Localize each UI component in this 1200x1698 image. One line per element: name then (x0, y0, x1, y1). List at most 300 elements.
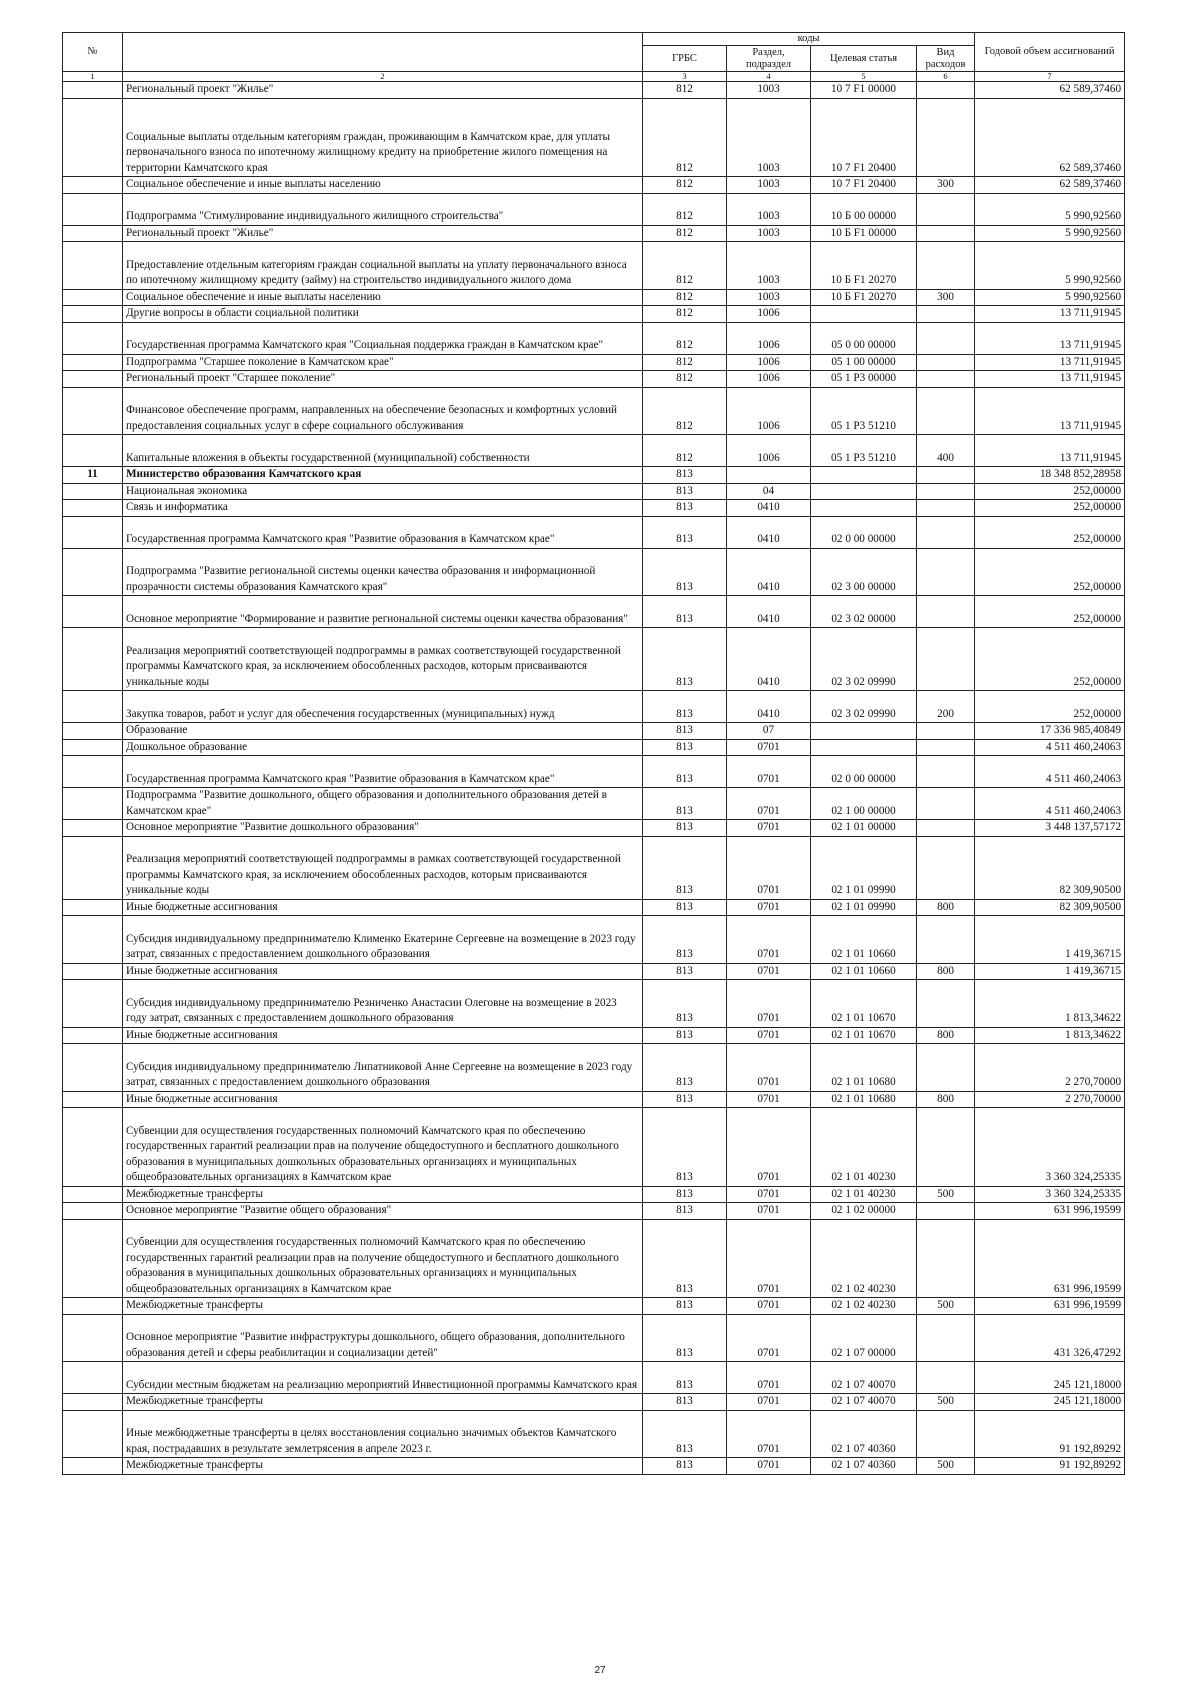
row-grbs: 812 (643, 322, 727, 354)
row-expense-type (917, 98, 975, 177)
row-name: Подпрограмма "Развитие дошкольного, общего образования и дополнительного образования детей в Камчатском крае" (123, 788, 643, 820)
row-section: 0701 (727, 1298, 811, 1315)
table-row (63, 387, 1125, 435)
row-amount: 4 511 460,24063 (975, 756, 1125, 788)
row-target-article: 02 1 02 40230 (811, 1298, 917, 1315)
column-number: 2 (123, 72, 643, 82)
row-expense-type (917, 820, 975, 837)
row-grbs: 813 (643, 1203, 727, 1220)
row-name: Региональный проект "Жилье" (123, 82, 643, 99)
row-target-article: 02 3 00 00000 (811, 548, 917, 596)
row-amount: 252,00000 (975, 628, 1125, 691)
row-expense-type: 500 (917, 1394, 975, 1411)
row-expense-type (917, 628, 975, 691)
row-number (63, 899, 123, 916)
table-row (63, 1027, 1125, 1044)
row-number (63, 1044, 123, 1092)
row-target-article: 02 0 00 00000 (811, 756, 917, 788)
row-section: 0701 (727, 1394, 811, 1411)
row-section: 1003 (727, 225, 811, 242)
row-expense-type: 200 (917, 691, 975, 723)
row-expense-type: 500 (917, 1458, 975, 1475)
row-grbs: 813 (643, 548, 727, 596)
row-name: Социальное обеспечение и иные выплаты населению (123, 177, 643, 194)
row-number (63, 1314, 123, 1362)
row-name: Межбюджетные трансферты (123, 1458, 643, 1475)
table-row (63, 899, 1125, 916)
row-amount: 1 419,36715 (975, 963, 1125, 980)
row-amount: 252,00000 (975, 596, 1125, 628)
row-number (63, 177, 123, 194)
row-expense-type (917, 836, 975, 899)
row-grbs: 813 (643, 483, 727, 500)
row-section: 1003 (727, 177, 811, 194)
row-section: 0701 (727, 916, 811, 964)
row-expense-type: 800 (917, 1091, 975, 1108)
column-number-row (63, 72, 1125, 82)
row-expense-type (917, 739, 975, 756)
row-section: 04 (727, 483, 811, 500)
table-row (63, 467, 1125, 484)
row-expense-type (917, 548, 975, 596)
row-grbs: 813 (643, 1044, 727, 1092)
row-name: Социальные выплаты отдельным категориям граждан, проживающим в Камчатском крае, для уплаты первоначального взноса по ипотечному жилищному кредиту на приобретение жилого помещения на территории Камчатского края (123, 98, 643, 177)
table-row (63, 225, 1125, 242)
row-target-article: 02 1 07 40070 (811, 1394, 917, 1411)
row-section: 0701 (727, 1219, 811, 1298)
row-grbs: 813 (643, 1219, 727, 1298)
row-amount: 3 448 137,57172 (975, 820, 1125, 837)
row-grbs: 813 (643, 788, 727, 820)
row-target-article: 05 1 P3 51210 (811, 387, 917, 435)
row-name: Субсидия индивидуальному предпринимателю Резниченко Анастасии Олеговне на возмещение в 2023 году затрат, связанных с предоставлением дошкольного образования (123, 980, 643, 1028)
table-row (63, 916, 1125, 964)
row-number (63, 788, 123, 820)
row-number (63, 1219, 123, 1298)
row-amount: 5 990,92560 (975, 289, 1125, 306)
row-number (63, 1091, 123, 1108)
row-expense-type: 300 (917, 289, 975, 306)
row-grbs: 813 (643, 628, 727, 691)
row-amount: 4 511 460,24063 (975, 788, 1125, 820)
row-name: Субвенции для осуществления государственных полномочий Камчатского края по обеспечению государственных гарантий реализации прав на получение общедоступного и бесплатного дошкольного образования в муниципальных дошкольных образовательных организациях и муниципальных общеобразовательных организациях в Камчатском крае (123, 1108, 643, 1187)
row-section: 0410 (727, 596, 811, 628)
row-grbs: 812 (643, 289, 727, 306)
row-name: Иные бюджетные ассигнования (123, 1091, 643, 1108)
row-amount: 252,00000 (975, 483, 1125, 500)
row-amount: 2 270,70000 (975, 1044, 1125, 1092)
row-grbs: 813 (643, 1362, 727, 1394)
table-row (63, 628, 1125, 691)
row-target-article: 02 1 01 10660 (811, 916, 917, 964)
header-name (123, 33, 643, 72)
row-grbs: 813 (643, 596, 727, 628)
row-section: 07 (727, 723, 811, 740)
row-amount: 631 996,19599 (975, 1203, 1125, 1220)
row-number (63, 548, 123, 596)
row-number: 11 (63, 467, 123, 484)
row-expense-type (917, 371, 975, 388)
header-annual-volume: Годовой объем ассигнований (975, 33, 1125, 72)
row-grbs: 812 (643, 371, 727, 388)
row-name: Социальное обеспечение и иные выплаты населению (123, 289, 643, 306)
row-grbs: 813 (643, 1410, 727, 1458)
budget-sheet (62, 32, 1124, 1475)
row-amount: 252,00000 (975, 548, 1125, 596)
row-section: 0410 (727, 516, 811, 548)
row-section: 0701 (727, 1044, 811, 1092)
row-expense-type: 800 (917, 1027, 975, 1044)
row-amount: 82 309,90500 (975, 899, 1125, 916)
row-target-article: 02 1 01 10660 (811, 963, 917, 980)
table-row (63, 1203, 1125, 1220)
table-row (63, 289, 1125, 306)
row-target-article: 10 Б F1 20270 (811, 242, 917, 290)
row-number (63, 354, 123, 371)
row-expense-type (917, 1410, 975, 1458)
row-name: Межбюджетные трансферты (123, 1394, 643, 1411)
header-num: № (63, 33, 123, 72)
row-expense-type: 500 (917, 1298, 975, 1315)
row-target-article: 05 0 00 00000 (811, 322, 917, 354)
row-section: 0701 (727, 899, 811, 916)
row-section: 0410 (727, 500, 811, 517)
row-name: Иные бюджетные ассигнования (123, 1027, 643, 1044)
row-section: 0701 (727, 1314, 811, 1362)
row-target-article (811, 723, 917, 740)
header-expense-type: Вид расходов (917, 46, 975, 72)
row-section: 0701 (727, 980, 811, 1028)
table-row (63, 98, 1125, 177)
row-target-article: 02 1 01 40230 (811, 1186, 917, 1203)
row-grbs: 813 (643, 916, 727, 964)
row-target-article: 05 1 P3 51210 (811, 435, 917, 467)
row-amount: 5 990,92560 (975, 193, 1125, 225)
row-name: Государственная программа Камчатского края "Развитие образования в Камчатском крае" (123, 516, 643, 548)
row-section: 1006 (727, 322, 811, 354)
row-grbs: 813 (643, 1314, 727, 1362)
row-section: 0410 (727, 548, 811, 596)
row-name: Другие вопросы в области социальной политики (123, 306, 643, 323)
row-section: 0701 (727, 1108, 811, 1187)
row-expense-type (917, 723, 975, 740)
table-row (63, 836, 1125, 899)
row-name: Иные межбюджетные трансферты в целях восстановления социально значимых объектов Камчатского края, пострадавших в результате землетрясения в апреле 2023 г. (123, 1410, 643, 1458)
table-row (63, 1394, 1125, 1411)
table-row (63, 1298, 1125, 1315)
row-grbs: 812 (643, 177, 727, 194)
row-target-article: 02 1 07 00000 (811, 1314, 917, 1362)
row-target-article: 02 3 02 00000 (811, 596, 917, 628)
row-expense-type (917, 1362, 975, 1394)
row-target-article: 02 1 02 40230 (811, 1219, 917, 1298)
table-row (63, 596, 1125, 628)
row-amount: 3 360 324,25335 (975, 1186, 1125, 1203)
row-number (63, 739, 123, 756)
row-expense-type (917, 500, 975, 517)
row-amount: 91 192,89292 (975, 1458, 1125, 1475)
row-number (63, 322, 123, 354)
row-section: 0701 (727, 788, 811, 820)
row-grbs: 812 (643, 242, 727, 290)
row-amount: 252,00000 (975, 691, 1125, 723)
row-section: 0410 (727, 628, 811, 691)
table-row (63, 820, 1125, 837)
row-target-article (811, 306, 917, 323)
row-target-article: 02 3 02 09990 (811, 691, 917, 723)
row-expense-type (917, 1203, 975, 1220)
row-name: Основное мероприятие "Развитие дошкольного образования" (123, 820, 643, 837)
row-target-article: 02 1 01 00000 (811, 820, 917, 837)
row-section: 0701 (727, 1091, 811, 1108)
table-row (63, 82, 1125, 99)
row-expense-type (917, 82, 975, 99)
row-amount: 1 813,34622 (975, 980, 1125, 1028)
row-expense-type (917, 306, 975, 323)
row-grbs: 813 (643, 1458, 727, 1475)
row-grbs: 813 (643, 739, 727, 756)
header-target-article: Целевая статья (811, 46, 917, 72)
row-target-article: 02 1 00 00000 (811, 788, 917, 820)
row-target-article: 02 1 01 10680 (811, 1091, 917, 1108)
row-name: Национальная экономика (123, 483, 643, 500)
row-grbs: 813 (643, 963, 727, 980)
table-row (63, 435, 1125, 467)
row-expense-type: 400 (917, 435, 975, 467)
row-grbs: 813 (643, 1394, 727, 1411)
row-grbs: 813 (643, 756, 727, 788)
table-row (63, 1219, 1125, 1298)
row-name: Основное мероприятие "Развитие общего образования" (123, 1203, 643, 1220)
row-section: 1006 (727, 306, 811, 323)
table-row (63, 354, 1125, 371)
row-target-article: 10 Б F1 20270 (811, 289, 917, 306)
row-target-article: 10 7 F1 20400 (811, 177, 917, 194)
row-grbs: 812 (643, 82, 727, 99)
row-name: Государственная программа Камчатского края "Социальная поддержка граждан в Камчатском крае" (123, 322, 643, 354)
row-section: 1006 (727, 354, 811, 371)
row-section: 1003 (727, 98, 811, 177)
row-target-article: 02 1 02 00000 (811, 1203, 917, 1220)
row-name: Реализация мероприятий соответствующей подпрограммы в рамках соответствующей государственной программы Камчатского края, за исключением обособленных расходов, которым присваиваются уникальные коды (123, 836, 643, 899)
row-grbs: 812 (643, 98, 727, 177)
row-number (63, 483, 123, 500)
row-target-article: 02 1 07 40360 (811, 1410, 917, 1458)
row-section: 0701 (727, 963, 811, 980)
row-number (63, 1362, 123, 1394)
row-expense-type (917, 483, 975, 500)
row-section: 0701 (727, 820, 811, 837)
row-amount: 245 121,18000 (975, 1362, 1125, 1394)
row-number (63, 1394, 123, 1411)
row-number (63, 500, 123, 517)
row-target-article: 02 1 01 10680 (811, 1044, 917, 1092)
row-section: 0701 (727, 1186, 811, 1203)
row-amount: 3 360 324,25335 (975, 1108, 1125, 1187)
row-amount: 13 711,91945 (975, 387, 1125, 435)
row-name: Предоставление отдельным категориям граждан социальной выплаты на уплату первоначального взноса по ипотечному жилищному кредиту (займу) на строительство индивидуального жилого дома (123, 242, 643, 290)
row-target-article: 05 1 00 00000 (811, 354, 917, 371)
row-amount: 1 813,34622 (975, 1027, 1125, 1044)
table-header (63, 33, 1125, 82)
row-target-article: 02 0 00 00000 (811, 516, 917, 548)
table-row (63, 1091, 1125, 1108)
table-row (63, 739, 1125, 756)
page-number: 27 (594, 1665, 606, 1676)
table-row (63, 322, 1125, 354)
row-name: Субсидии местным бюджетам на реализацию мероприятий Инвестиционной программы Камчатского края (123, 1362, 643, 1394)
row-number (63, 306, 123, 323)
row-target-article: 02 1 01 40230 (811, 1108, 917, 1187)
row-expense-type (917, 1314, 975, 1362)
row-name: Региональный проект "Старшее поколение" (123, 371, 643, 388)
row-grbs: 813 (643, 980, 727, 1028)
table-row (63, 788, 1125, 820)
row-number (63, 242, 123, 290)
column-number: 5 (811, 72, 917, 82)
row-expense-type (917, 322, 975, 354)
row-name: Региональный проект "Жилье" (123, 225, 643, 242)
row-grbs: 813 (643, 899, 727, 916)
row-grbs: 812 (643, 435, 727, 467)
row-target-article: 10 7 F1 00000 (811, 82, 917, 99)
row-section: 1003 (727, 82, 811, 99)
row-number (63, 435, 123, 467)
row-name: Образование (123, 723, 643, 740)
row-grbs: 812 (643, 387, 727, 435)
row-amount: 91 192,89292 (975, 1410, 1125, 1458)
row-name: Капитальные вложения в объекты государственной (муниципальной) собственности (123, 435, 643, 467)
row-number (63, 289, 123, 306)
column-number: 6 (917, 72, 975, 82)
table-row (63, 691, 1125, 723)
row-amount: 13 711,91945 (975, 371, 1125, 388)
row-expense-type (917, 1219, 975, 1298)
row-number (63, 1027, 123, 1044)
row-number (63, 193, 123, 225)
row-name: Межбюджетные трансферты (123, 1298, 643, 1315)
row-number (63, 516, 123, 548)
column-number: 1 (63, 72, 123, 82)
row-target-article (811, 500, 917, 517)
table-row (63, 177, 1125, 194)
row-target-article: 02 1 01 10670 (811, 980, 917, 1028)
header-grbs: ГРБС (643, 46, 727, 72)
row-section: 0701 (727, 739, 811, 756)
row-target-article (811, 483, 917, 500)
table-row (63, 306, 1125, 323)
row-name: Закупка товаров, работ и услуг для обеспечения государственных (муниципальных) нужд (123, 691, 643, 723)
table-row (63, 242, 1125, 290)
row-amount: 245 121,18000 (975, 1394, 1125, 1411)
row-name: Субсидия индивидуальному предпринимателю Липатниковой Анне Сергеевне на возмещение в 2023 году затрат, связанных с предоставлением дошкольного образования (123, 1044, 643, 1092)
row-grbs: 812 (643, 354, 727, 371)
row-expense-type (917, 1108, 975, 1187)
header-section: Раздел, подраздел (727, 46, 811, 72)
row-section: 0701 (727, 1203, 811, 1220)
row-amount: 1 419,36715 (975, 916, 1125, 964)
table-row (63, 1410, 1125, 1458)
row-amount: 631 996,19599 (975, 1298, 1125, 1315)
row-number (63, 1298, 123, 1315)
row-target-article: 02 3 02 09990 (811, 628, 917, 691)
row-number (63, 916, 123, 964)
row-number (63, 628, 123, 691)
row-grbs: 812 (643, 225, 727, 242)
row-name: Дошкольное образование (123, 739, 643, 756)
row-number (63, 1410, 123, 1458)
row-name: Межбюджетные трансферты (123, 1186, 643, 1203)
row-amount: 5 990,92560 (975, 225, 1125, 242)
row-target-article: 05 1 P3 00000 (811, 371, 917, 388)
row-number (63, 596, 123, 628)
row-expense-type (917, 788, 975, 820)
row-number (63, 691, 123, 723)
row-grbs: 813 (643, 691, 727, 723)
row-name: Государственная программа Камчатского края "Развитие образования в Камчатском крае" (123, 756, 643, 788)
row-target-article: 10 7 F1 20400 (811, 98, 917, 177)
column-number: 3 (643, 72, 727, 82)
row-section: 0701 (727, 1410, 811, 1458)
row-expense-type (917, 980, 975, 1028)
row-section: 1006 (727, 371, 811, 388)
row-name: Финансовое обеспечение программ, направленных на обеспечение безопасных и комфортных условий предоставления социальных услуг в сфере социального обслуживания (123, 387, 643, 435)
row-expense-type (917, 756, 975, 788)
row-expense-type: 800 (917, 899, 975, 916)
row-number (63, 820, 123, 837)
row-section: 0701 (727, 1458, 811, 1475)
row-expense-type (917, 916, 975, 964)
row-name: Министерство образования Камчатского края (123, 467, 643, 484)
row-section: 1003 (727, 193, 811, 225)
column-number: 7 (975, 72, 1125, 82)
row-name: Реализация мероприятий соответствующей подпрограммы в рамках соответствующей государственной программы Камчатского края, за исключением обособленных расходов, которым присваиваются уникальные коды (123, 628, 643, 691)
row-amount: 2 270,70000 (975, 1091, 1125, 1108)
table-row (63, 500, 1125, 517)
row-target-article: 02 1 01 10670 (811, 1027, 917, 1044)
row-grbs: 813 (643, 820, 727, 837)
row-expense-type (917, 225, 975, 242)
table-row (63, 1314, 1125, 1362)
row-amount: 631 996,19599 (975, 1219, 1125, 1298)
row-name: Иные бюджетные ассигнования (123, 899, 643, 916)
row-amount: 13 711,91945 (975, 435, 1125, 467)
row-grbs: 812 (643, 193, 727, 225)
row-name: Основное мероприятие "Формирование и развитие региональной системы оценки качества образования" (123, 596, 643, 628)
row-section: 1003 (727, 242, 811, 290)
row-amount: 62 589,37460 (975, 82, 1125, 99)
row-number (63, 371, 123, 388)
table-row (63, 1044, 1125, 1092)
row-amount: 62 589,37460 (975, 98, 1125, 177)
table-row (63, 756, 1125, 788)
row-amount: 17 336 985,40849 (975, 723, 1125, 740)
row-expense-type: 800 (917, 963, 975, 980)
row-grbs: 813 (643, 1298, 727, 1315)
table-row (63, 516, 1125, 548)
row-amount: 252,00000 (975, 500, 1125, 517)
row-number (63, 963, 123, 980)
row-target-article: 10 Б F1 00000 (811, 225, 917, 242)
row-target-article: 02 1 07 40360 (811, 1458, 917, 1475)
row-grbs: 812 (643, 306, 727, 323)
row-number (63, 756, 123, 788)
row-expense-type (917, 467, 975, 484)
row-number (63, 1108, 123, 1187)
row-number (63, 225, 123, 242)
table-row (63, 1186, 1125, 1203)
row-amount: 5 990,92560 (975, 242, 1125, 290)
